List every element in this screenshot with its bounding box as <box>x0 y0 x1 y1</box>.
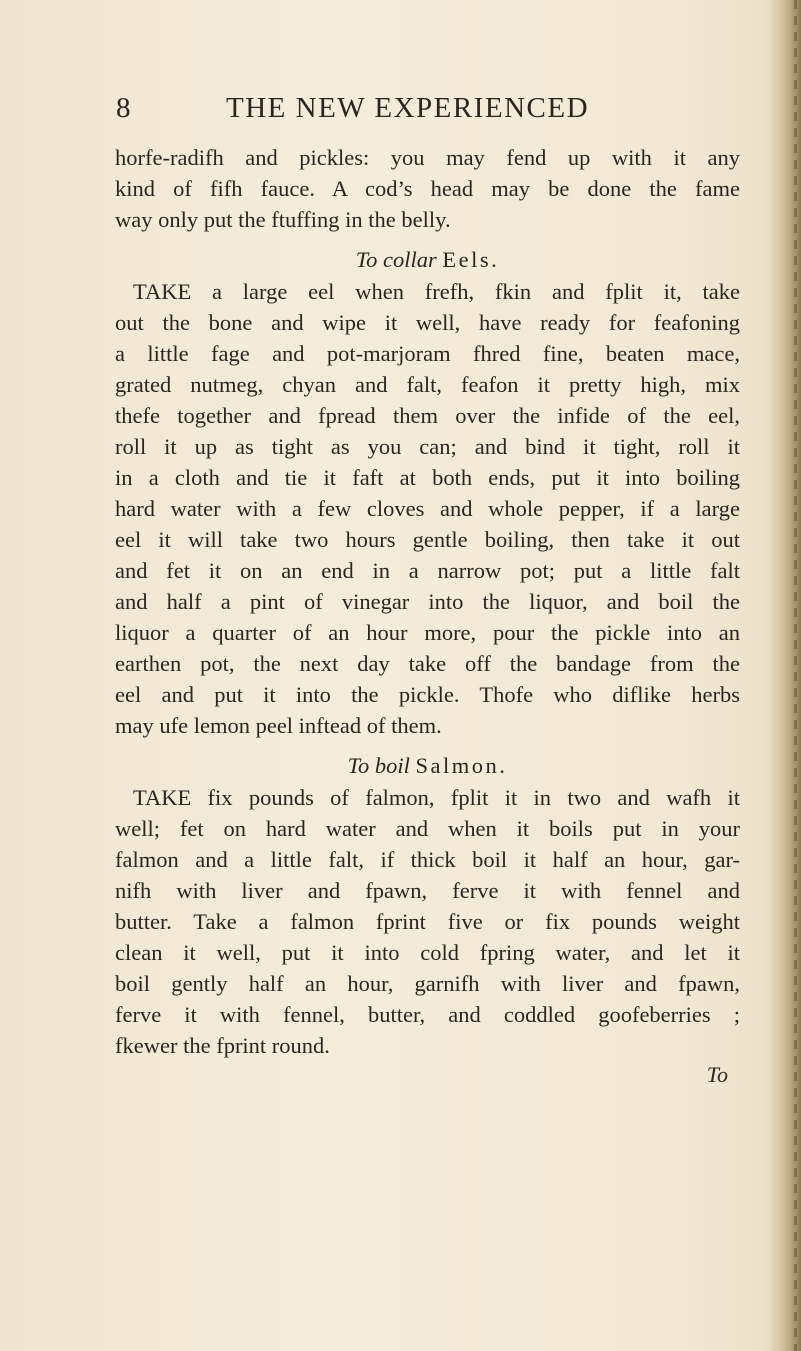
text-line: clean it well, put it into cold fpring water, and let it <box>115 940 740 965</box>
text-line: and half a pint of vinegar into the liquor, and boil the <box>115 589 740 614</box>
text-line: boil gently half an hour, garnifh with liver and fpawn, <box>115 971 740 996</box>
text-line: horfe-radifh and pickles: you may fend up with it any <box>115 145 740 170</box>
text-line: eel and put it into the pickle. Thofe who diflike herbs <box>115 682 740 707</box>
text-line: earthen pot, the next day take off the bandage from the <box>115 651 740 676</box>
text-line: fkewer the fprint round. <box>115 1033 330 1058</box>
text-line: TAKE fix pounds of falmon, fplit it in two and wafh it <box>133 785 740 810</box>
text-line: falmon and a little falt, if thick boil it half an hour, gar- <box>115 847 740 872</box>
heading-italic: To collar <box>355 247 437 272</box>
page-header <box>116 92 636 136</box>
text-line: nifh with liver and fpawn, ferve it with fennel and <box>115 878 740 903</box>
text-line: well; fet on hard water and when it boils put in your <box>115 816 740 841</box>
text-line: in a cloth and tie it faft at both ends, put it into boiling <box>115 465 740 490</box>
page-number: 8 <box>116 92 132 124</box>
text-line: eel it will take two hours gentle boiling, then take it out <box>115 527 740 552</box>
recipe-heading-eels <box>115 244 740 276</box>
text-line: liquor a quarter of an hour more, pour the pickle into an <box>115 620 740 645</box>
text-line: TAKE a large eel when frefh, fkin and fplit it, take <box>133 279 740 304</box>
catchword: To <box>706 1062 728 1087</box>
text-line: thefe together and fpread them over the infide of the eel, <box>115 403 740 428</box>
heading-caps: Salmon. <box>415 753 508 778</box>
text-line: a little fage and pot-marjoram fhred fine, beaten mace, <box>115 341 740 366</box>
text-line: kind of fifh fauce. A cod’s head may be done the fame <box>115 176 740 201</box>
running-head: THE NEW EXPERIENCED <box>226 92 590 124</box>
text-line: may ufe lemon peel inftead of them. <box>115 713 442 738</box>
text-line: way only put the ftuffing in the belly. <box>115 207 451 232</box>
heading-caps: Eels. <box>442 247 500 272</box>
text-line: and fet it on an end in a narrow pot; put a little falt <box>115 558 740 583</box>
text-line: out the bone and wipe it well, have ready for feafoning <box>115 310 740 335</box>
page-body <box>115 142 740 1089</box>
recipe-heading-salmon <box>115 750 740 782</box>
text-line: grated nutmeg, chyan and falt, feafon it pretty high, mix <box>115 372 740 397</box>
text-line: hard water with a few cloves and whole pepper, if a large <box>115 496 740 521</box>
text-line: butter. Take a falmon fprint five or fix pounds weight <box>115 909 740 934</box>
text-line: roll it up as tight as you can; and bind it tight, roll it <box>115 434 740 459</box>
page-edge-shadow <box>767 0 801 1351</box>
heading-italic: To boil <box>347 753 410 778</box>
text-line: ferve it with fennel, butter, and coddled goofeberries ; <box>115 1002 740 1027</box>
